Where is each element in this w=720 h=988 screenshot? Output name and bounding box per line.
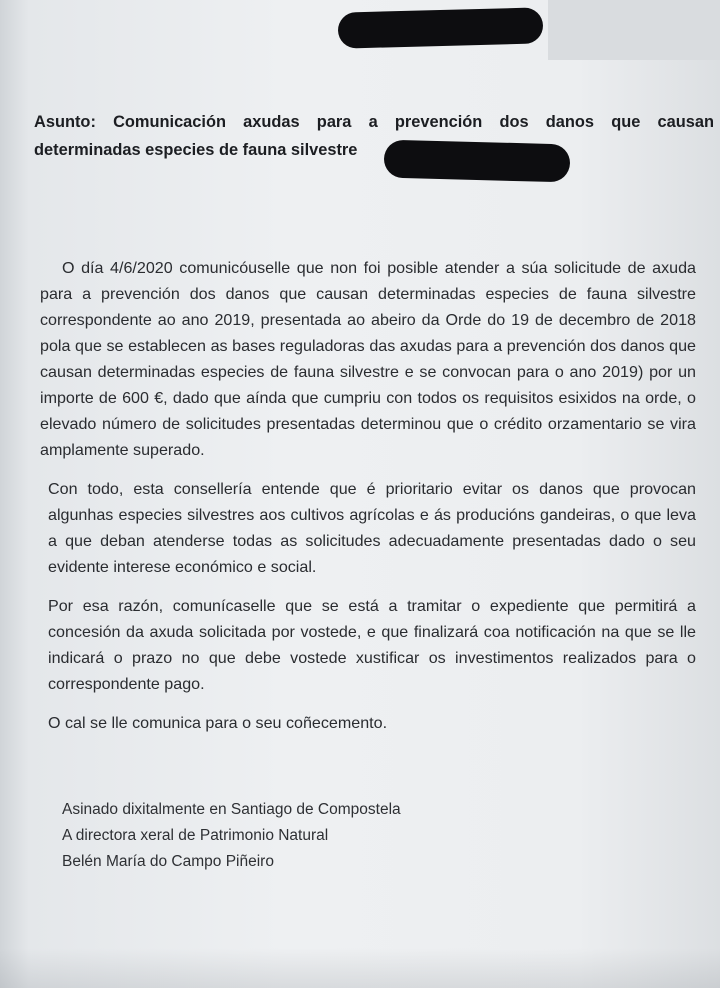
- redaction-mark-subject: [384, 140, 571, 183]
- paragraph-3: Por esa razón, comunícaselle que se está a tramitar o expediente que permitirá a concesión da axuda solicitada por vostede, e que finalizará coa notificación na que se lle indicará o prazo no que debe vostede xustificar os investimentos realizados para o correspondente pago.: [48, 597, 696, 693]
- signature-line-2: A directora xeral de Patrimonio Natural: [62, 827, 329, 844]
- subject-line: [34, 108, 714, 164]
- redaction-mark-top: [338, 7, 544, 48]
- subject-line-2: determinadas especies de fauna silvestre: [34, 141, 358, 159]
- paragraph-1: O día 4/6/2020 comunicóuselle que non foi posible atender a súa solicitude de axuda para a prevención dos danos que causan determinadas especies de fauna silvestre correspondente ao ano 2019, presentada ao abeiro da Orde do 19 de decembro de 2018 pola que se establecen as bases reguladoras das axudas para a prevención dos danos que causan determinadas especies de fauna silvestre e se convocan para o ano 2019) por un importe de 600 €, dado que aínda que cumpriu con todos os requisitos esixidos na orde, o elevado número de solicitudes presentadas determinou que o crédito orzamentario se vira amplamente superado.: [40, 259, 696, 459]
- paragraph-2: Con todo, esta consellería entende que é prioritario evitar os danos que provocan algunhas especies silvestres aos cultivos agrícolas e ás producións gandeiras, o que leva a que deban atenderse todas as solicitudes adecuadamente presentadas dado o seu evidente interese económico e social.: [48, 480, 696, 576]
- signature-block: [62, 797, 401, 875]
- paragraph-4: O cal se lle comunica para o seu coñecemento.: [48, 714, 388, 732]
- scan-shadow: [0, 948, 720, 988]
- signature-line-1: Asinado dixitalmente en Santiago de Compostela: [62, 801, 401, 818]
- signature-line-3: Belén María do Campo Piñeiro: [62, 853, 274, 870]
- redaction-blank-area: [548, 0, 720, 60]
- subject-line-1: Asunto: Comunicación axudas para a prevención dos danos que causan: [34, 113, 714, 131]
- letter-body: [40, 255, 696, 749]
